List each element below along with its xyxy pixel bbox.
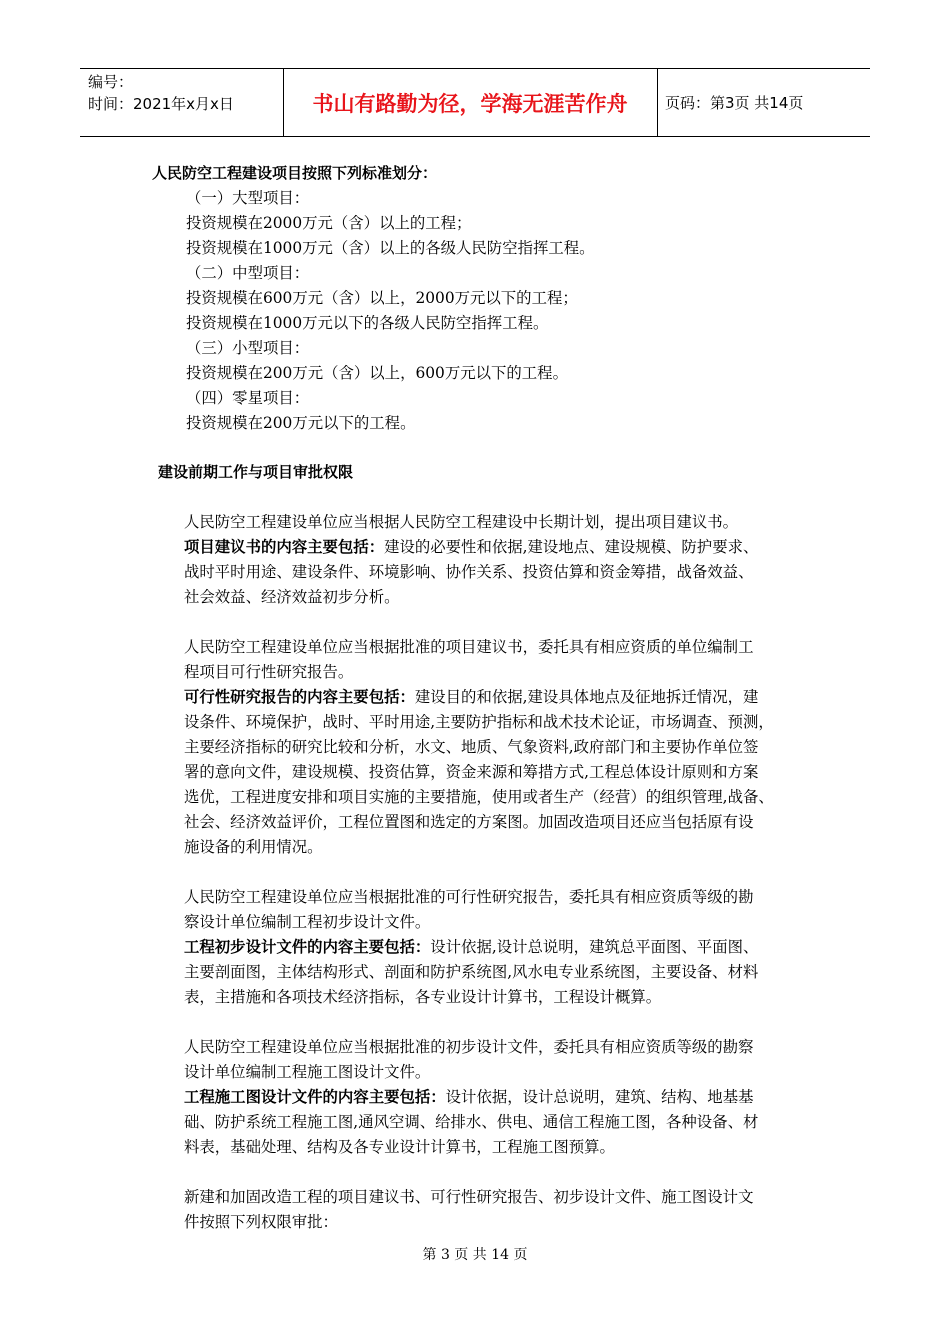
- paragraph-line: 表，主措施和各项技术经济指标，各专业设计计算书，工程设计概算。: [184, 988, 662, 1006]
- paragraph-line: [184, 1087, 753, 1107]
- paragraph-line: 新建和加固改造工程的项目建议书、可行性研究报告、初步设计文件、施工图设计文: [184, 1188, 754, 1206]
- paragraph-line: 人民防空工程建设单位应当根据人民防空工程建设中长期计划，提出项目建议书。: [184, 513, 739, 531]
- document-number-label: 编号：: [88, 73, 134, 91]
- paragraph-line: 主要剖面图，主体结构形式、剖面和防护系统图,风水电专业系统图，主要设备、材料: [184, 963, 759, 981]
- paragraph-line: 施设备的利用情况。: [184, 838, 323, 856]
- list-item: （三）小型项目：: [186, 339, 310, 357]
- paragraph-lead: 可行性研究报告的内容主要包括：: [184, 688, 415, 706]
- list-item: 投资规模在1000万元以下的各级人民防空指挥工程。: [186, 314, 549, 332]
- paragraph-line: 件按照下列权限审批：: [184, 1213, 338, 1231]
- paragraph-text: 建设目的和依据,建设具体地点及征地拆迁情况，建: [414, 688, 759, 706]
- paragraph-line: 程项目可行性研究报告。: [184, 663, 354, 681]
- paragraph-line: 设计单位编制工程施工图设计文件。: [184, 1063, 431, 1081]
- page-footer: 第 3 页 共 14 页: [422, 1247, 528, 1263]
- paragraph-line: 料表，基础处理、结构及各专业设计计算书，工程施工图预算。: [184, 1138, 615, 1156]
- section-title: 人民防空工程建设项目按照下列标准划分：: [152, 164, 438, 182]
- header-page-info: 页码：第3页 共14页: [665, 94, 804, 112]
- paragraph-lead: 项目建议书的内容主要包括：: [184, 538, 385, 556]
- list-item: （二）中型项目：: [186, 264, 310, 282]
- paragraph-line: 社会效益、经济效益初步分析。: [184, 588, 400, 606]
- paragraph-lead: 工程初步设计文件的内容主要包括：: [184, 938, 431, 956]
- paragraph-line: 人民防空工程建设单位应当根据批准的项目建议书，委托具有相应资质的单位编制工: [184, 638, 754, 656]
- paragraph-lead: 工程施工图设计文件的内容主要包括：: [184, 1088, 446, 1106]
- list-item: 投资规模在2000万元（含）以上的工程；: [186, 214, 472, 232]
- paragraph-line: 础、防护系统工程施工图,通风空调、给排水、供电、通信工程施工图，各种设备、材: [184, 1113, 759, 1131]
- paragraph-line: 人民防空工程建设单位应当根据批准的可行性研究报告，委托具有相应资质等级的勘: [184, 888, 754, 906]
- paragraph-line: [184, 687, 758, 707]
- paragraph-line: [184, 537, 758, 557]
- paragraph-text: 建设的必要性和依据,建设地点、建设规模、防护要求、: [384, 538, 759, 556]
- paragraph-text: 设计依据，设计总说明，建筑、结构、地基基: [445, 1088, 754, 1106]
- header-meta: [88, 71, 278, 115]
- header-divider: [657, 69, 658, 136]
- paragraph-line: 选优，工程进度安排和项目实施的主要措施，使用或者生产（经营）的组织管理,战备、: [184, 788, 774, 806]
- paragraph-line: [184, 937, 758, 957]
- list-item: 投资规模在1000万元（含）以上的各级人民防空指挥工程。: [186, 239, 595, 257]
- list-item: （一）大型项目：: [186, 189, 310, 207]
- paragraph-line: 察设计单位编制工程初步设计文件。: [184, 913, 431, 931]
- paragraph-line: 社会、经济效益评价，工程位置图和选定的方案图。加固改造项目还应当包括原有设: [184, 813, 754, 831]
- paragraph-line: 署的意向文件，建设规模、投资估算，资金来源和筹措方式,工程总体设计原则和方案: [184, 763, 759, 781]
- list-item: （四）零星项目：: [186, 389, 310, 407]
- paragraph-line: 战时平时用途、建设条件、环境影响、协作关系、投资估算和资金筹措，战备效益、: [184, 563, 754, 581]
- list-item: 投资规模在200万元以下的工程。: [186, 414, 416, 432]
- section-title: 建设前期工作与项目审批权限: [158, 463, 354, 481]
- list-item: 投资规模在600万元（含）以上，2000万元以下的工程；: [186, 289, 578, 307]
- list-item: 投资规模在200万元（含）以上，600万元以下的工程。: [186, 364, 568, 382]
- document-date-label: 时间：2021年x月x日: [88, 95, 234, 113]
- paragraph-line: 主要经济指标的研究比较和分析，水文、地质、气象资料,政府部门和主要协作单位签: [184, 738, 759, 756]
- paragraph-line: 设条件、环境保护，战时、平时用途,主要防护指标和战术技术论证，市场调查、预测，: [184, 713, 774, 731]
- paragraph-line: 人民防空工程建设单位应当根据批准的初步设计文件，委托具有相应资质等级的勘察: [184, 1038, 754, 1056]
- paragraph-text: 设计依据,设计总说明，建筑总平面图、平面图、: [430, 938, 759, 956]
- page-header: [80, 68, 870, 137]
- header-motto: 书山有路勤为径，学海无涯苦作舟: [312, 91, 628, 116]
